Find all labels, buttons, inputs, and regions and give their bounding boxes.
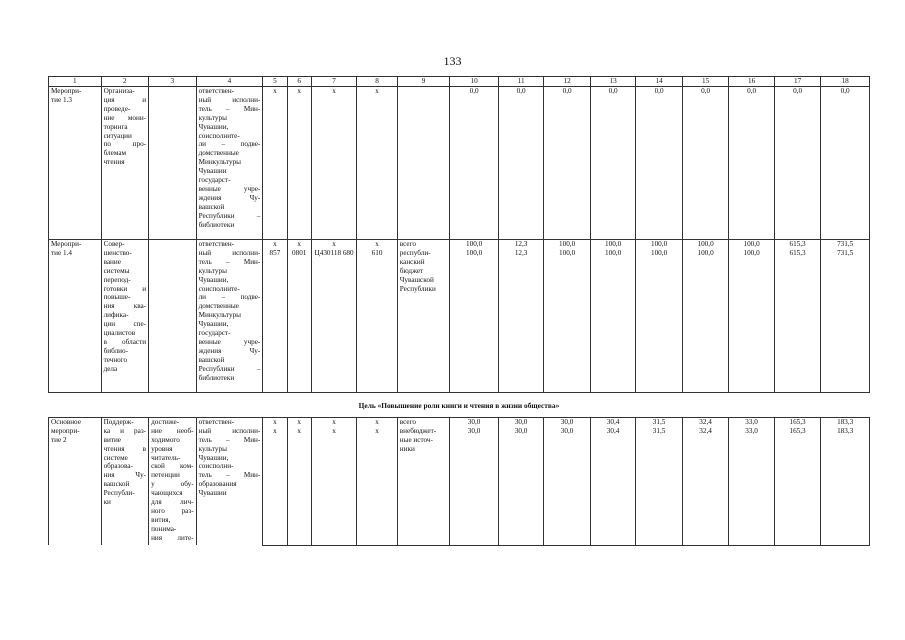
goal-row xyxy=(49,392,870,417)
event-executor-line: образования xyxy=(198,480,237,489)
funding-source-line: всего xyxy=(399,417,416,426)
event-executor-line: ный исполни- xyxy=(198,95,261,104)
funding-value: 0,0 xyxy=(729,87,774,240)
event-result-line: ской ком- xyxy=(151,462,194,471)
budget-code-c8: 610 xyxy=(357,249,397,393)
funding-value: 100,0 xyxy=(590,249,635,393)
event-executor-line: венные учре- xyxy=(198,337,261,346)
event-description-line: Поддерж- xyxy=(103,417,134,426)
budget-code-c6: х xyxy=(287,417,311,426)
event-executor-line: Чувашии xyxy=(198,489,227,498)
event-result xyxy=(149,417,197,545)
event-name-line: тие 1.4 xyxy=(51,248,72,257)
event-executor-line: тель – Мин- xyxy=(198,435,261,444)
funding-value: 12,3 xyxy=(498,249,543,393)
event-executor-line: ли – подве- xyxy=(198,293,261,302)
event-executor-line: соисполните- xyxy=(198,284,240,293)
event-description-line: шенство- xyxy=(103,248,132,257)
event-name xyxy=(49,417,102,545)
funding-source-line: республи- xyxy=(399,248,431,257)
event-description-line: системе xyxy=(103,453,128,462)
funding-value: 0,0 xyxy=(636,87,683,240)
event-result-line: у обу- xyxy=(151,480,194,489)
event-name xyxy=(49,240,102,393)
event-description-line: Совер- xyxy=(103,240,125,248)
event-description-line: проведе- xyxy=(103,104,131,113)
budget-code-c8: х xyxy=(357,87,397,240)
header-cell: 15 xyxy=(682,77,729,87)
event-name-line: Основное xyxy=(51,417,81,426)
event-result-line: уровня xyxy=(151,444,173,453)
event-executor-line: государст- xyxy=(198,329,231,338)
funding-value: 731,5 xyxy=(821,249,870,393)
header-cell: 6 xyxy=(287,77,311,87)
funding-value: 30,4 xyxy=(590,417,635,426)
header-cell: 5 xyxy=(263,77,287,87)
funding-value: 100,0 xyxy=(636,249,683,393)
event-executor-line: ждения Чу- xyxy=(198,346,261,355)
header-cell: 4 xyxy=(196,77,263,87)
funding-source-line: канский xyxy=(399,257,425,266)
event-name-line: Меропри- xyxy=(51,87,82,95)
header-cell: 7 xyxy=(311,77,356,87)
event-description-line: перепод- xyxy=(103,275,131,284)
header-cell: 11 xyxy=(498,77,543,87)
event-result-line: понима- xyxy=(151,524,177,533)
event-name-line: Меропри- xyxy=(51,240,82,248)
event-description-line: лифика- xyxy=(103,311,129,320)
event-description-line: ка и раз- xyxy=(103,426,147,435)
funding-source-line: Республики xyxy=(399,284,436,293)
goal-heading: Цель «Повышение роли книги и чтения в жизни общества» xyxy=(49,392,870,417)
funding-value: 0,0 xyxy=(821,87,870,240)
event-result-line: ния лите- xyxy=(151,533,194,542)
event-name xyxy=(49,87,102,240)
funding-value: 0,0 xyxy=(774,87,821,240)
funding-value: 33,0 xyxy=(729,417,774,426)
event-executor-line: Чувашии xyxy=(198,167,227,176)
event-executor-line: Минкультуры xyxy=(198,311,241,320)
budget-code-c5: 857 xyxy=(263,249,287,393)
event-executor-line: домственные xyxy=(198,149,239,158)
funding-value: 165,3 xyxy=(774,417,821,426)
funding-value: 30,0 xyxy=(544,417,591,426)
funding-value: 30,0 xyxy=(450,427,499,546)
event-description-line: блемам xyxy=(103,149,127,158)
funding-value: 100,0 xyxy=(682,240,729,249)
funding-value: 100,0 xyxy=(544,249,591,393)
event-name-line: тие 2 xyxy=(51,435,67,444)
funding-source xyxy=(397,417,450,426)
event-result-line: для лич- xyxy=(151,498,194,507)
header-cell: 1 xyxy=(49,77,102,87)
header-cell: 14 xyxy=(636,77,683,87)
event-executor xyxy=(196,417,263,545)
event-description-line: повыше- xyxy=(103,293,131,302)
event-description-line: системы xyxy=(103,266,130,275)
funding-value: 33,0 xyxy=(729,427,774,546)
event-description-line: ситуации xyxy=(103,131,132,140)
funding-value: 30,0 xyxy=(498,417,543,426)
event-description-line: ция и xyxy=(103,95,147,104)
page-number: 133 xyxy=(443,54,462,68)
event-result-line: достиже- xyxy=(151,417,180,426)
event-executor-line: культуры xyxy=(198,113,227,122)
budget-code-c7: х xyxy=(311,87,356,240)
event-executor-line: венные учре- xyxy=(198,184,261,193)
funding-value: 100,0 xyxy=(590,240,635,249)
event-result-line: чающихся xyxy=(151,489,183,498)
funding-value: 615,3 xyxy=(774,240,821,249)
table-row xyxy=(49,240,870,249)
funding-source-line: Чувашской xyxy=(399,275,434,284)
header-cell: 12 xyxy=(544,77,591,87)
event-executor-line: соисполните- xyxy=(198,131,240,140)
event-result-line: ного раз- xyxy=(151,506,194,515)
funding-value: 183,3 xyxy=(821,427,870,546)
event-description-line: библио- xyxy=(103,346,128,355)
event-executor-line: культуры xyxy=(198,444,227,453)
event-executor-line: ли – подве- xyxy=(198,140,261,149)
event-description-line: торинга xyxy=(103,122,128,131)
event-description-line: образова- xyxy=(103,462,133,471)
budget-code-c7: х xyxy=(311,427,356,546)
event-description-line: дела xyxy=(103,364,118,373)
event-executor-line: вашской xyxy=(198,202,225,211)
funding-value: 100,0 xyxy=(450,249,499,393)
budget-code-c5: х xyxy=(263,427,287,546)
budget-code-c6: х xyxy=(287,240,311,249)
funding-value: 0,0 xyxy=(450,87,499,240)
event-description-line: Организа- xyxy=(103,87,135,95)
header-cell: 3 xyxy=(149,77,197,87)
event-description-line: циалистов xyxy=(103,329,136,338)
budget-code-c7: х xyxy=(311,240,356,249)
header-cell: 13 xyxy=(590,77,635,87)
event-description xyxy=(101,417,149,545)
header-cell: 10 xyxy=(450,77,499,87)
funding-value: 0,0 xyxy=(544,87,591,240)
event-executor-line: тель – Мин- xyxy=(198,257,261,266)
funding-source xyxy=(397,427,450,546)
funding-value: 30,0 xyxy=(544,427,591,546)
budget-code-c5: х xyxy=(263,417,287,426)
header-cell: 16 xyxy=(729,77,774,87)
event-description-line: ки xyxy=(103,498,111,507)
event-executor-line: Минкультуры xyxy=(198,158,241,167)
event-result xyxy=(149,87,197,240)
budget-code-c5: х xyxy=(263,240,287,249)
event-description-line: в области xyxy=(103,337,147,346)
funding-value: 0,0 xyxy=(682,87,729,240)
funding-value: 183,3 xyxy=(821,417,870,426)
funding-source xyxy=(397,249,450,393)
event-description-line: витие xyxy=(103,435,121,444)
table-row xyxy=(49,87,870,240)
event-executor xyxy=(196,240,263,393)
event-executor-line: Республики – xyxy=(198,364,261,373)
event-executor xyxy=(196,87,263,240)
event-executor-line: ответствен- xyxy=(198,240,235,248)
event-description-line: Республи- xyxy=(103,489,135,498)
funding-value: 0,0 xyxy=(498,87,543,240)
event-description-line: ния ква- xyxy=(103,302,147,311)
funding-source-line: бюджет xyxy=(399,266,424,275)
event-executor-line: Чувашии, xyxy=(198,275,229,284)
funding-value: 31,5 xyxy=(636,417,683,426)
funding-value: 32,4 xyxy=(682,417,729,426)
event-result-line: читатель- xyxy=(151,453,181,462)
event-executor-line: Чувашии, xyxy=(198,453,229,462)
event-description xyxy=(101,240,149,393)
event-description-line: ции спе- xyxy=(103,320,147,329)
event-executor-line: Чувашии, xyxy=(198,320,229,329)
event-executor-line: ный исполни- xyxy=(198,248,261,257)
header-cell: 8 xyxy=(357,77,397,87)
funding-source xyxy=(397,240,450,249)
funding-value: 12,3 xyxy=(498,240,543,249)
event-executor-line: вашской xyxy=(198,355,225,364)
event-description-line: чтения в xyxy=(103,444,147,453)
event-name-line: тие 1.3 xyxy=(51,95,72,104)
event-description-line: готовки и xyxy=(103,284,147,293)
funding-value: 100,0 xyxy=(729,240,774,249)
event-executor-line: государст- xyxy=(198,176,231,185)
funding-value: 165,3 xyxy=(774,427,821,546)
funding-value: 100,0 xyxy=(729,249,774,393)
funding-source xyxy=(397,87,450,240)
event-executor-line: библиотеки xyxy=(198,373,235,382)
header-cell: 9 xyxy=(397,77,450,87)
budget-code-c7: Ц430118 680 xyxy=(311,249,356,393)
event-result-line: ходимого xyxy=(151,435,180,444)
budget-code-c7: х xyxy=(311,417,356,426)
event-result xyxy=(149,240,197,393)
funding-value: 32,4 xyxy=(682,427,729,546)
event-executor-line: библиотеки xyxy=(198,220,235,229)
event-executor-line: ответствен- xyxy=(198,87,235,95)
funding-value: 100,0 xyxy=(636,240,683,249)
event-description-line: вание xyxy=(103,257,121,266)
budget-code-c6: х xyxy=(287,87,311,240)
event-description-line: по про- xyxy=(103,140,147,149)
header-row xyxy=(49,77,870,87)
funding-value: 100,0 xyxy=(450,240,499,249)
funding-value: 30,4 xyxy=(590,427,635,546)
event-name-line: меропри- xyxy=(51,426,80,435)
funding-value: 100,0 xyxy=(682,249,729,393)
event-executor-line: Чувашии, xyxy=(198,122,229,131)
table-row xyxy=(49,417,870,426)
event-executor-line: тель – Мин- xyxy=(198,104,261,113)
event-description-line: вашской xyxy=(103,480,130,489)
budget-code-c6: 0801 xyxy=(287,249,311,393)
funding-value: 731,5 xyxy=(821,240,870,249)
event-executor-line: ответствен- xyxy=(198,417,235,426)
event-executor-line: Республики – xyxy=(198,211,261,220)
funding-value: 0,0 xyxy=(590,87,635,240)
budget-code-c6: х xyxy=(287,427,311,546)
funding-value: 615,3 xyxy=(774,249,821,393)
event-result-line: петенции xyxy=(151,471,180,480)
event-description-line: ния Чу- xyxy=(103,471,147,480)
event-executor-line: тель – Мин- xyxy=(198,471,261,480)
event-description xyxy=(101,87,149,240)
budget-code-c8: х xyxy=(357,240,397,249)
event-description-line: течного xyxy=(103,355,128,364)
program-table xyxy=(48,76,870,546)
budget-code-c5: х xyxy=(263,87,287,240)
header-cell: 2 xyxy=(101,77,149,87)
funding-value: 30,0 xyxy=(450,417,499,426)
funding-source-line: всего xyxy=(399,240,416,248)
funding-source-line: внебюджет- xyxy=(399,426,437,435)
event-executor-line: домственные xyxy=(198,302,239,311)
event-executor-line: ждения Чу- xyxy=(198,193,261,202)
header-cell: 18 xyxy=(821,77,870,87)
funding-value: 100,0 xyxy=(544,240,591,249)
funding-value: 31,5 xyxy=(636,427,683,546)
event-executor-line: ный исполни- xyxy=(198,426,261,435)
budget-code-c8: х xyxy=(357,417,397,426)
event-description-line: чтения xyxy=(103,158,125,167)
event-result-line: вития, xyxy=(151,515,171,524)
event-result-line: ние необ- xyxy=(151,426,194,435)
event-executor-line: культуры xyxy=(198,266,227,275)
event-executor-line: соисполни- xyxy=(198,462,234,471)
budget-code-c8: х xyxy=(357,427,397,546)
header-cell: 17 xyxy=(774,77,821,87)
funding-value: 30,0 xyxy=(498,427,543,546)
event-description-line: ние мони- xyxy=(103,113,147,122)
funding-source-line: ники xyxy=(399,444,415,453)
funding-source-line: ные источ- xyxy=(399,435,433,444)
